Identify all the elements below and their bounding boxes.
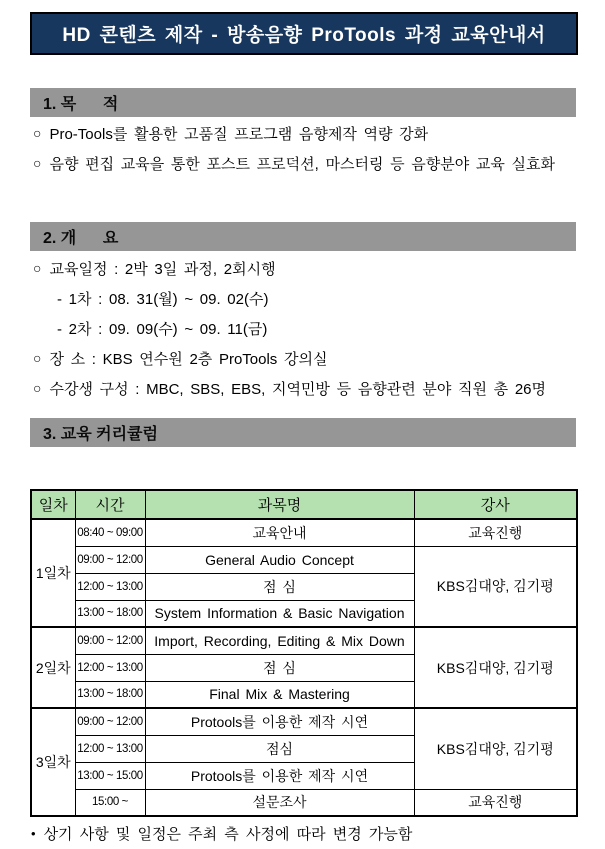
- instructor-cell: KBS김대양, 김기평: [414, 546, 577, 627]
- list-subitem-text: - 1차 : 08. 31(월) ~ 09. 02(수): [57, 290, 269, 308]
- section-heading-overview-label: 2. 개 요: [43, 230, 119, 247]
- section-heading-purpose-label: 1. 목 적: [43, 96, 119, 113]
- list-subitem: [33, 313, 589, 343]
- list-item-text: 교육일정 : 2박 3일 과정, 2회시행: [49, 260, 276, 278]
- subject-cell: Import, Recording, Editing & Mix Down: [145, 627, 414, 654]
- list-item: [33, 118, 589, 148]
- subject-cell: 점 심: [145, 654, 414, 681]
- time-cell: 09:00 ~ 12:00: [75, 708, 145, 735]
- list-item: [33, 253, 589, 283]
- table-row: [31, 708, 577, 735]
- subject-cell: System Information & Basic Navigation: [145, 600, 414, 627]
- day-cell: 3일차: [31, 708, 75, 816]
- time-cell: 09:00 ~ 12:00: [75, 546, 145, 573]
- footer-note-text: 상기 사항 및 일정은 주최 측 사정에 따라 변경 가능함: [43, 825, 413, 843]
- list-item: [33, 343, 589, 373]
- section-heading-overview: [30, 222, 576, 251]
- time-cell: 12:00 ~ 13:00: [75, 573, 145, 600]
- subject-cell: 점 심: [145, 573, 414, 600]
- instructor-cell: 교육진행: [414, 789, 577, 816]
- list-subitem-text: - 2차 : 09. 09(수) ~ 09. 11(금): [57, 320, 268, 338]
- list-item-text: 음향 편집 교육을 통한 포스트 프로덕션, 마스터링 등 음향분야 교육 실효화: [49, 155, 556, 173]
- table-row: [31, 519, 577, 546]
- subject-cell: 교육안내: [145, 519, 414, 546]
- circle-bullet-icon: ○: [33, 125, 42, 141]
- section-heading-curriculum: [30, 418, 576, 447]
- instructor-cell: KBS김대양, 김기평: [414, 627, 577, 708]
- subject-cell: 점심: [145, 735, 414, 762]
- time-cell: 13:00 ~ 15:00: [75, 762, 145, 789]
- purpose-list: [33, 118, 589, 178]
- time-cell: 15:00 ~: [75, 789, 145, 816]
- time-cell: 12:00 ~ 13:00: [75, 735, 145, 762]
- circle-bullet-icon: ○: [33, 350, 42, 366]
- time-cell: 08:40 ~ 09:00: [75, 519, 145, 546]
- day-cell: 1일차: [31, 519, 75, 627]
- list-item: [33, 148, 589, 178]
- subject-cell: General Audio Concept: [145, 546, 414, 573]
- footer-note: [31, 820, 591, 846]
- table-header-instructor: 강사: [414, 490, 577, 519]
- subject-cell: Protools를 이용한 제작 시연: [145, 762, 414, 789]
- table-header-subject: 과목명: [145, 490, 414, 519]
- section-heading-curriculum-label: 3. 교육 커리큘럼: [43, 426, 158, 443]
- title-banner: [30, 12, 578, 55]
- document-title: HD 콘텐츠 제작 - 방송음향 ProTools 과정 교육안내서: [62, 25, 546, 46]
- time-cell: 13:00 ~ 18:00: [75, 600, 145, 627]
- list-subitem: [33, 283, 589, 313]
- table-row: [31, 789, 577, 816]
- circle-bullet-icon: ○: [33, 155, 42, 171]
- circle-bullet-icon: ○: [33, 260, 42, 276]
- time-cell: 09:00 ~ 12:00: [75, 627, 145, 654]
- table-header-day: 일차: [31, 490, 75, 519]
- day-cell: 2일차: [31, 627, 75, 708]
- table-row: [31, 627, 577, 654]
- instructor-cell: KBS김대양, 김기평: [414, 708, 577, 789]
- dot-bullet-icon: •: [31, 825, 36, 841]
- list-item: [33, 373, 589, 403]
- curriculum-table: [30, 489, 578, 817]
- circle-bullet-icon: ○: [33, 380, 42, 396]
- section-heading-purpose: [30, 88, 576, 117]
- subject-cell: Final Mix & Mastering: [145, 681, 414, 708]
- table-row: [31, 546, 577, 573]
- time-cell: 12:00 ~ 13:00: [75, 654, 145, 681]
- list-item-text: 수강생 구성 : MBC, SBS, EBS, 지역민방 등 음향관련 분야 직원 총 26명: [49, 380, 546, 398]
- table-header-row: [31, 490, 577, 519]
- subject-cell: Protools를 이용한 제작 시연: [145, 708, 414, 735]
- overview-list: [33, 253, 589, 403]
- time-cell: 13:00 ~ 18:00: [75, 681, 145, 708]
- table-header-time: 시간: [75, 490, 145, 519]
- instructor-cell: 교육진행: [414, 519, 577, 546]
- list-item-text: 장 소 : KBS 연수원 2층 ProTools 강의실: [49, 350, 328, 368]
- subject-cell: 설문조사: [145, 789, 414, 816]
- list-item-text: Pro-Tools를 활용한 고품질 프로그램 음향제작 역량 강화: [49, 125, 429, 143]
